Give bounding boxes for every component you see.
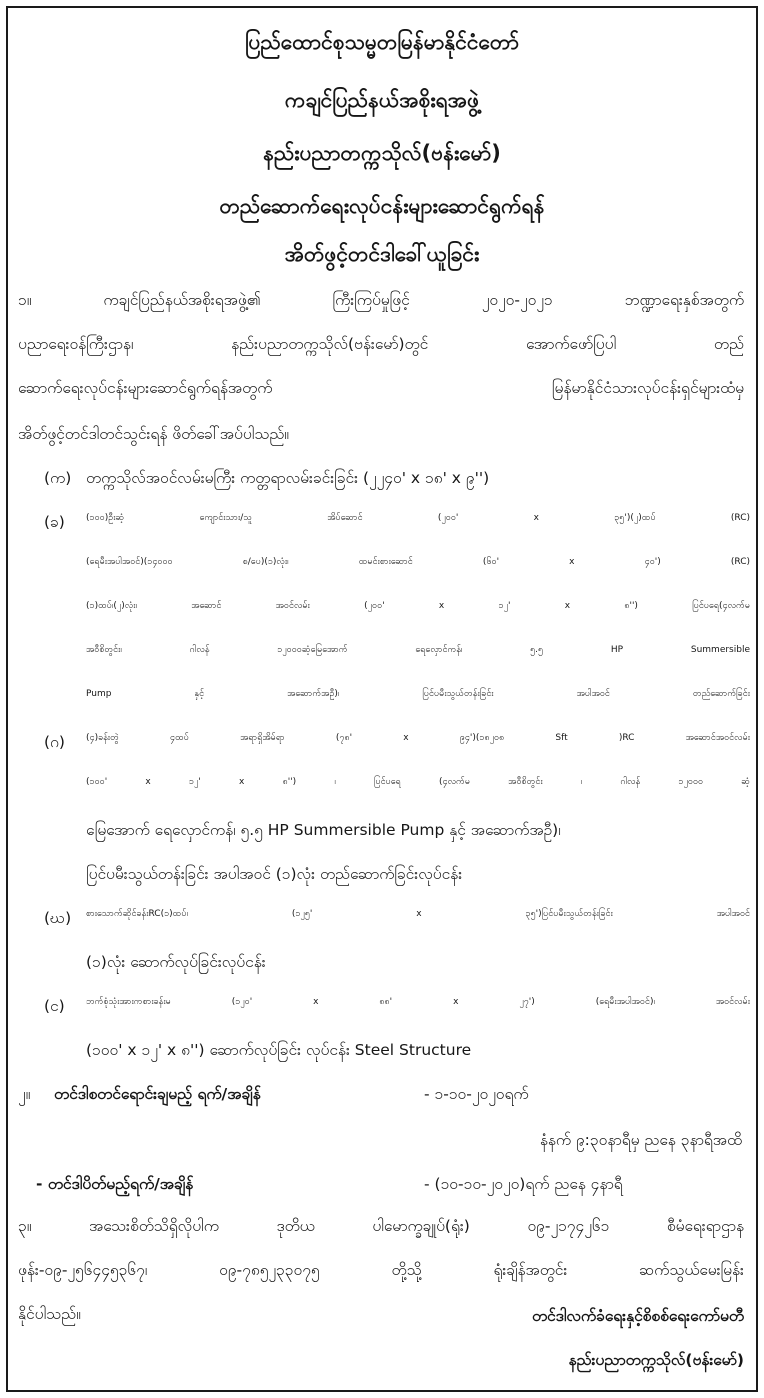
signature-committee: တင်ဒါလက်ခံရေးနှင့်စိစစ်ရေးကော်မတီ — [531, 1307, 744, 1325]
item-ga-marker: (ဂ) — [44, 733, 65, 751]
item-ga-line-3: မြေအောက် ရေလှောင်ကန်၊ ၅.၅ HP Summersible Pump နှင့် အဆောက်အဦ)၊ — [86, 821, 561, 839]
section1-line-4: အိတ်ဖွင့်တင်ဒါတင်သွင်းရန် ဖိတ်ခေါ်အပ်ပါသည်။ — [18, 425, 290, 443]
section3-line-2: ဖုန်း-၀၉-၂၅၆၄၄၅၃၆၇၊ ၀၉-၇၈၅၂၃၃၀၇၅ တို့သို့ ရုံးချိန်အတွင်း ဆက်သွယ်မေးမြန်း — [18, 1261, 744, 1279]
item-ga-line-2: (၁၀၀' x ၁၂' x ၈'') ၊ ပြင်ပရေ (၄လက်မ အဝီစိတွင်း ၊ ဂါလန် ၁၂၀၀၀ ဆံ့ — [86, 777, 750, 787]
section3-line-3: နိုင်ပါသည်။ — [18, 1305, 81, 1323]
item-nga-marker: (င) — [44, 997, 65, 1015]
item-nga-line-2: (၁၀၀' x ၁၂' x ၈'') ဆောက်လုပ်ခြင်း လုပ်ငန်း Steel Structure — [86, 1041, 472, 1059]
section2-number: ၂။ — [18, 1085, 31, 1103]
signature-university: နည်းပညာတက္ကသိုလ်(ဗန်းမော်) — [568, 1351, 744, 1369]
section1-line-3: ဆောက်ရေးလုပ်ငန်းများဆောင်ရွက်ရန်အတွက် မြန်မာနိုင်ငံသားလုပ်ငန်းရှင်များထံမှ — [18, 379, 744, 397]
item-gha-marker: (ဃ) — [44, 909, 72, 927]
section1-line-1: ၁။ ကချင်ပြည်နယ်အစိုးရအဖွဲ့၏ ကြီးကြပ်မှုဖြင့် ၂၀၂၀-၂၀၂၁ ဘဏ္ဍာရေးနှစ်အတွက် — [18, 291, 744, 309]
section2-sale-label: တင်ဒါစတင်ရောင်းချမည့် ရက်/အချိန် — [54, 1085, 261, 1103]
section3-line-1: ၃။ အသေးစိတ်သိရှိလိုပါက ဒုတိယ ပါမောက္ခချုပ်(ရုံး) ၀၉-၂၁၇၄၂၆၁ စီမံရေးရာဌာန — [18, 1217, 744, 1235]
item-ga-line-4: ပြင်ပမီးသွယ်တန်းခြင်း အပါအဝင် (၁)လုံး တည်ဆောက်ခြင်းလုပ်ငန်း — [86, 865, 463, 883]
section2-close-label: - တင်ဒါပိတ်မည့်ရက်/အချိန် — [36, 1175, 194, 1193]
section2-sale-date: - ၁-၁၀-၂၀၂၀ရက် — [424, 1085, 529, 1103]
item-gha-line-2: (၁)လုံး ဆောက်လုပ်ခြင်းလုပ်ငန်း — [86, 953, 266, 971]
item-kha-marker: (ခ) — [44, 513, 65, 531]
section2-sale-time: နံနက် ၉:၃၀နာရီမှ ညနေ ၃နာရီအထိ — [539, 1131, 742, 1149]
header-line-2: ကချင်ပြည်နယ်အစိုးရအဖွဲ့ — [284, 88, 480, 112]
item-kha-line-1: (၁၀၀)ဦးဆံ့ ကျောင်းသား/သူ အိပ်ဆောင် (၂၀၀' x ၃၅')(၂)ထပ် (RC) — [86, 513, 750, 523]
header-line-4: တည်ဆောက်ရေးလုပ်ငန်းများဆောင်ရွက်ရန် — [219, 194, 545, 218]
header-line-3: နည်းပညာတက္ကသိုလ်(ဗန်းမော်) — [263, 141, 501, 165]
item-kha-line-3: (၁)ထပ်၊(၂)လုံး၊ အဆောင် အဝင်လမ်း (၂၀၀' x ၁၂' x ၈'') ပြင်ပရေ(၄လက်မ — [86, 601, 750, 611]
item-kha-line-2: (ရေမီးအပါအဝင်)(၁၄၀၀၀ စ/ပေ)(၁)လုံး၊ ထမင်းစားဆောင် (၆၀' x ၄၀') (RC) — [86, 557, 750, 567]
item-kha-line-4: အဝီစိတွင်း၊ ဂါလန် ၁၂၀၀၀ဆံ့မြေအောက် ရေလှောင်ကန်၊ ၅.၅ HP Summersible — [86, 645, 750, 655]
header-line-1: ပြည်ထောင်စုသမ္မတမြန်မာနိုင်ငံတော် — [244, 30, 519, 54]
item-ga-line-1: (၄)ခန်းတွဲ ၄ထပ် အရာရှိအိမ်ရာ (၇၈' x ၉၄')(၁၈၂၀၈ Sft )RC အဆောင်အဝင်လမ်း — [86, 733, 750, 743]
header-line-5: အိတ်ဖွင့်တင်ဒါခေါ်ယူခြင်း — [284, 242, 480, 266]
item-ka-line-1: တက္ကသိုလ်အဝင်လမ်းမကြီး ကတ္တရာလမ်းခင်းခြင်း (၂၂၄၀' x ၁၈' x ၉'') — [86, 469, 490, 487]
item-nga-line-1: ဘက်စုံသုံးအားကစားခန်းမ (၁၂၀' x ၈၈' x ၂၇') (ရေမီးအပါအဝင်)၊ အဝင်လမ်း — [86, 997, 750, 1007]
item-gha-line-1: စားသောက်ဆိုင်ခန်းRC(၁)ထပ်၊ (၁၂၅' x ၃၅')ပြင်ပမီးသွယ်တန်းခြင်း အပါအဝင် — [86, 909, 750, 919]
section1-line-2: ပညာရေးဝန်ကြီးဌာန၊ နည်းပညာတက္ကသိုလ်(ဗန်းမော်)တွင် အောက်ဖော်ပြပါ တည် — [18, 335, 744, 353]
section2-close-value: - (၁၀-၁၀-၂၀၂၀)ရက် ညနေ ၄နာရီ — [424, 1175, 623, 1193]
item-kha-line-5: Pump နှင့် အဆောက်အဦ)၊ ပြင်ပမီးသွယ်တန်းခြင်း အပါအဝင် တည်ဆောက်ခြင်း — [86, 689, 750, 699]
item-ka-marker: (က) — [44, 469, 72, 487]
